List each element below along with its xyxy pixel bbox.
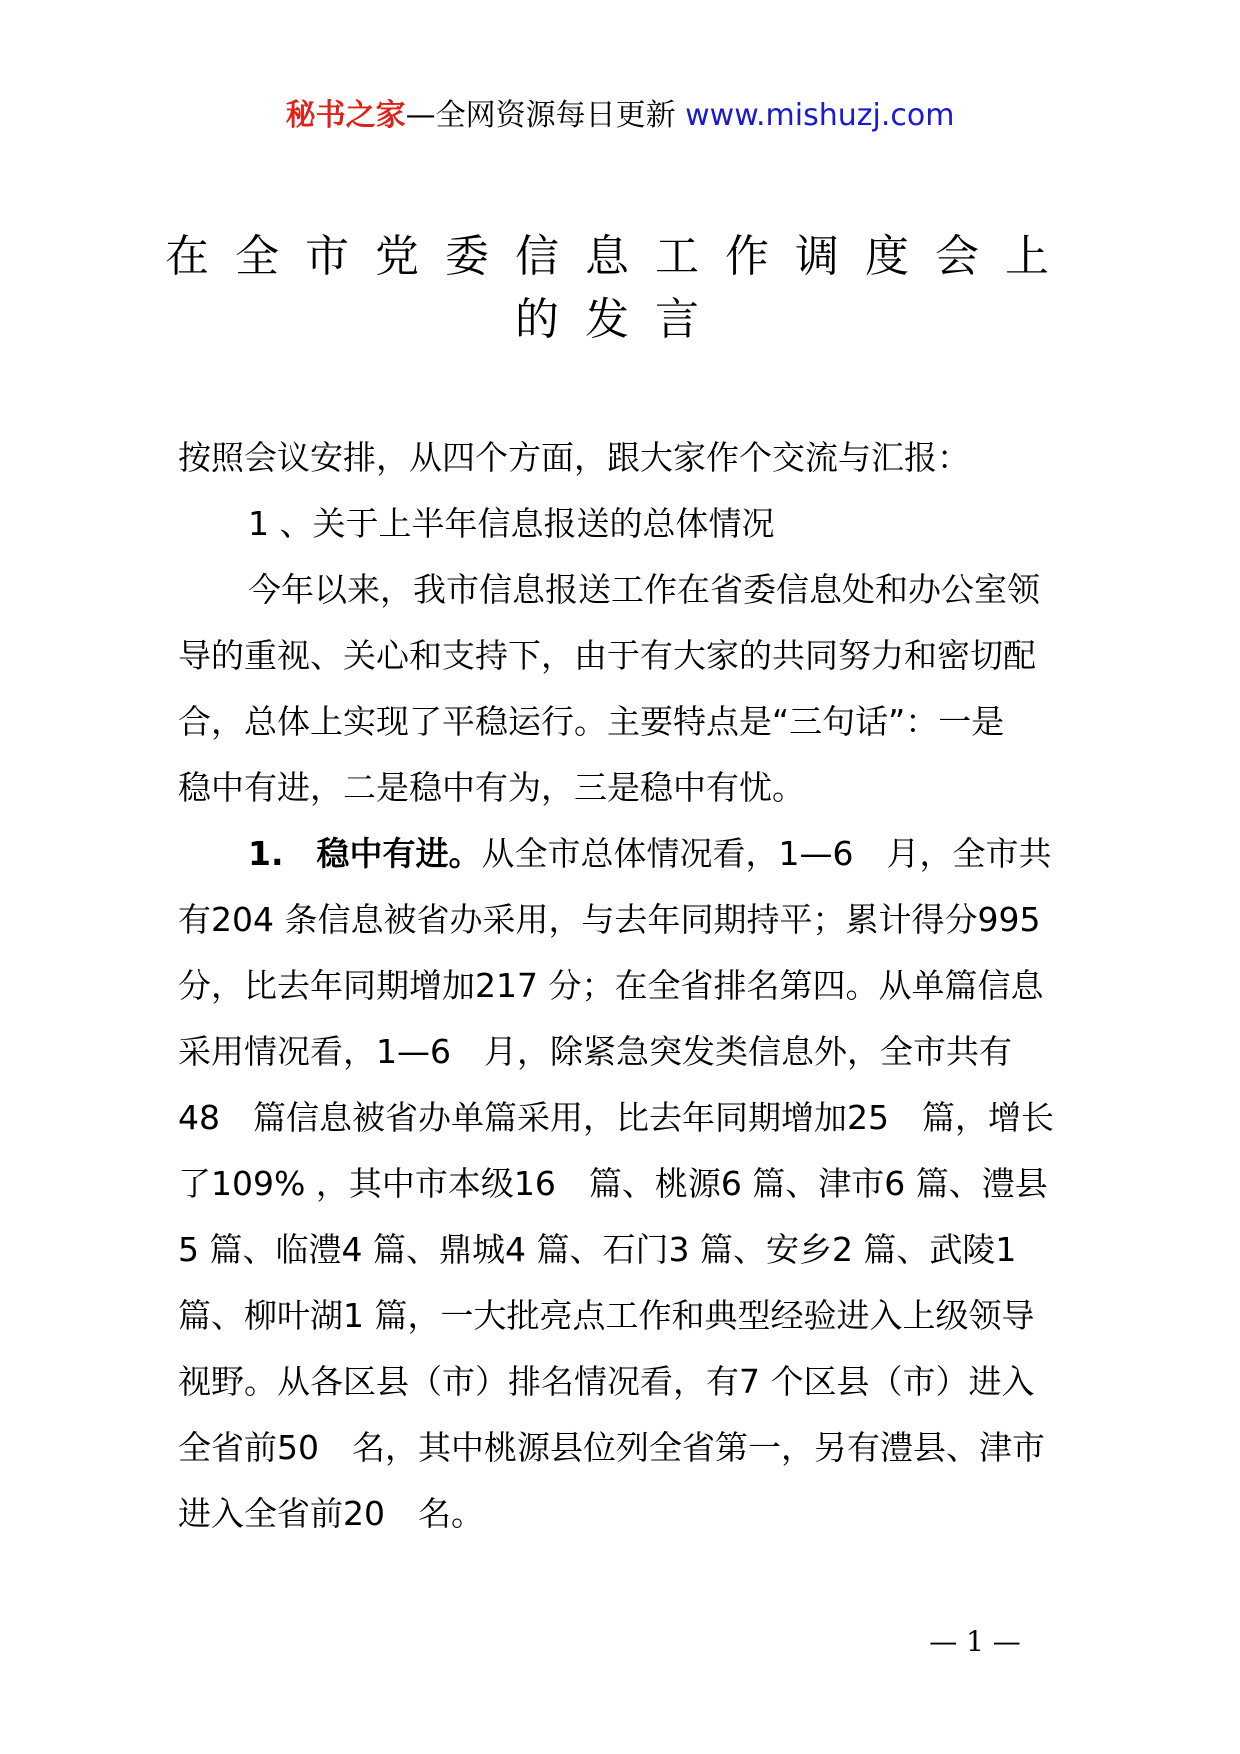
- paragraph-line: 今年以来，我市信息报送工作在省委信息处和办公室领: [248, 570, 1040, 609]
- paragraph-line: 48 篇信息被省办单篇采用，比去年同期增加25 篇，增长: [178, 1098, 1054, 1137]
- paragraph-line: 分，比去年同期增加217 分；在全省排名第四。从单篇信息: [178, 966, 1044, 1005]
- paragraph-line: 有204 条信息被省办采用，与去年同期持平；累计得分995: [178, 900, 1041, 939]
- paragraph-line: 视野。从各区县（市）排名情况看，有7 个区县（市）进入: [178, 1362, 1035, 1401]
- header-slogan: —全网资源每日更新: [405, 98, 686, 133]
- paragraph-line: 5 篇、临澧4 篇、鼎城4 篇、石门3 篇、安乡2 篇、武陵1: [178, 1230, 1017, 1269]
- site-header: [0, 96, 1240, 136]
- paragraph-line: 合，总体上实现了平稳运行。主要特点是“三句话”：一是: [178, 702, 1005, 741]
- page-number: — 1 —: [929, 1625, 1021, 1658]
- paragraph-line: 导的重视、关心和支持下，由于有大家的共同努力和密切配: [178, 636, 1036, 675]
- paragraph-line: 全省前50 名，其中桃源县位列全省第一，另有澧县、津市: [178, 1428, 1045, 1467]
- intro-paragraph: 按照会议安排，从四个方面，跟大家作个交流与汇报：: [178, 438, 970, 477]
- document-title-line-1: 在全市党委信息工作调度会上: [165, 231, 1075, 282]
- paragraph-line: 采用情况看，1—6 月，除紧急突发类信息外，全市共有: [178, 1032, 1012, 1071]
- paragraph-line: 了109% ，其中市本级16 篇、桃源6 篇、津市6 篇、澧县: [178, 1164, 1048, 1203]
- section-heading: 1 、关于上半年信息报送的总体情况: [248, 504, 775, 543]
- brand-name: 秘书之家: [285, 98, 406, 133]
- paragraph-text: 从全市总体情况看，1—6 月，全市共: [481, 834, 1052, 873]
- document-title-line-2: 的发言: [515, 294, 725, 345]
- subheading-steady-progress: 1. 稳中有进。: [248, 834, 482, 873]
- paragraph-line: 进入全省前20 名。: [178, 1494, 484, 1533]
- document-body: [178, 425, 1078, 1547]
- paragraph-line: [178, 821, 1078, 887]
- paragraph-line: 稳中有进，二是稳中有为，三是稳中有忧。: [178, 768, 805, 807]
- site-url[interactable]: www.mishuzj.com: [685, 98, 955, 133]
- paragraph-line: 篇、柳叶湖1 篇，一大批亮点工作和典型经验进入上级领导: [178, 1296, 1035, 1335]
